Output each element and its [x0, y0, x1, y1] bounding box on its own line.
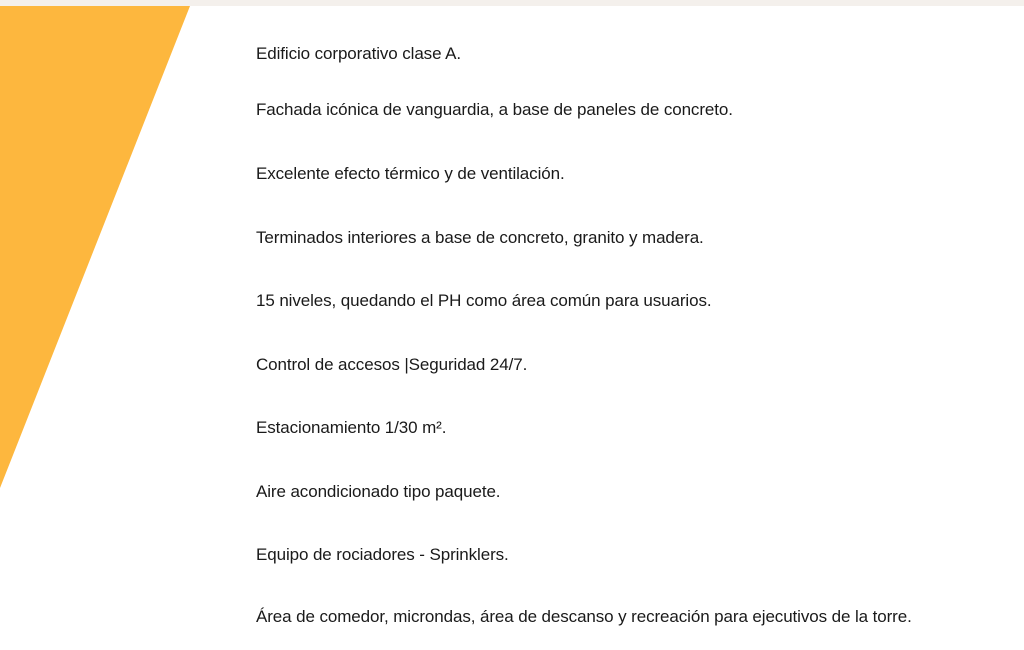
feature-item: Aire acondicionado tipo paquete. — [256, 482, 501, 501]
accent-shape — [0, 0, 200, 500]
feature-item: Control de accesos |Seguridad 24/7. — [256, 355, 528, 374]
feature-item: Estacionamiento 1/30 m². — [256, 418, 447, 437]
feature-item: Edificio corporativo clase A. — [256, 44, 461, 63]
feature-item: Excelente efecto térmico y de ventilación. — [256, 164, 565, 183]
feature-item: Terminados interiores a base de concreto, granito y madera. — [256, 228, 704, 247]
accent-polygon — [0, 6, 190, 488]
feature-item: Área de comedor, microndas, área de descanso y recreación para ejecutivos de la torre. — [256, 607, 912, 626]
feature-item: Equipo de rociadores - Sprinklers. — [256, 545, 509, 564]
feature-item: 15 niveles, quedando el PH como área común para usuarios. — [256, 291, 712, 310]
feature-item: Fachada icónica de vanguardia, a base de paneles de concreto. — [256, 100, 733, 119]
